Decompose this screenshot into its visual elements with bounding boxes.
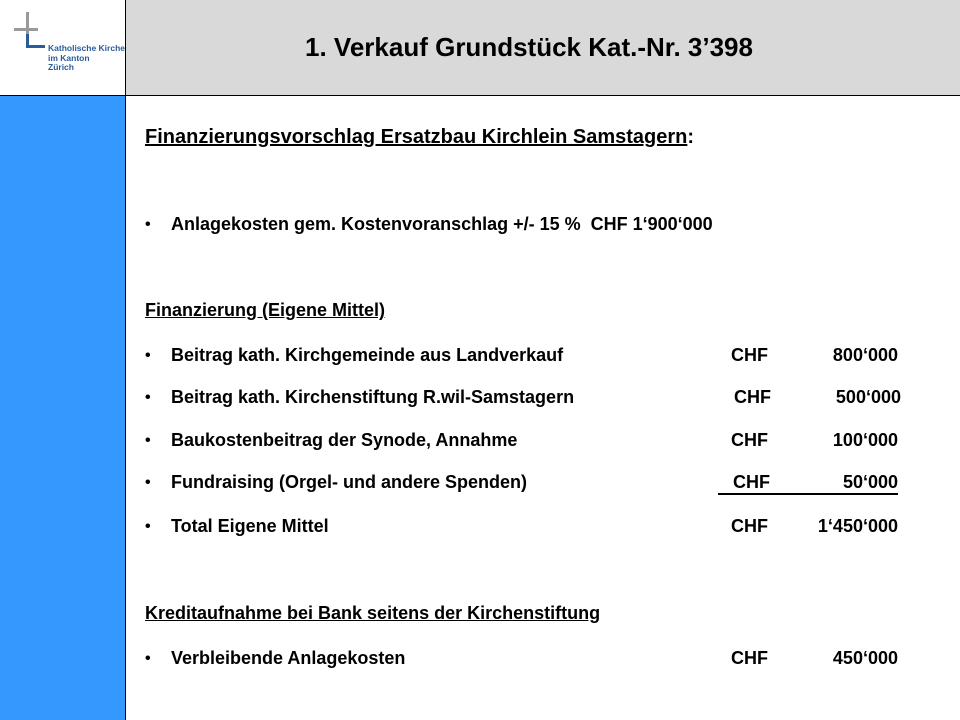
finanz-row-label: Beitrag kath. Kirchgemeinde aus Landverkauf [171,345,564,365]
kredit-label: Verbleibende Anlagekosten [171,648,406,668]
bullet-icon: • [145,518,151,535]
kredit-amount: 450‘000 [832,648,898,668]
finanz-row-currency: CHF [733,472,770,492]
finanz-row-currency: CHF [731,430,768,450]
finanz-row-amount: 50‘000 [842,472,898,492]
bullet-icon: • [145,650,151,667]
finanz-total-currency: CHF [731,516,768,536]
bullet-icon: • [145,389,151,406]
finanz-row-currency: CHF [734,387,771,407]
logo-line-1: Katholische Kirche [48,43,125,53]
anlage-text: Anlagekosten gem. Kostenvoranschlag +/- 15 % CHF 1‘900‘000 [171,214,713,234]
finanz-row-currency: CHF [731,345,768,365]
subtotal-underline [718,493,898,495]
bullet-icon: • [145,432,151,449]
finanz-row-amount: 800‘000 [832,345,898,365]
logo-line-3: Zürich [48,62,74,72]
logo-line-2: im Kanton [48,52,90,63]
finanz-row-amount: 500‘000 [835,387,901,407]
page-title: 1. Verkauf Grundstück Kat.-Nr. 3’398 [305,32,753,62]
finanz-row-amount: 100‘000 [832,430,898,450]
finanz-total-amount: 1‘450‘000 [817,516,898,536]
kredit-title: Kreditaufnahme bei Bank seitens der Kirchenstiftung [145,603,601,623]
finanz-row-label: Fundraising (Orgel- und andere Spenden) [171,472,528,492]
kredit-currency: CHF [731,648,768,668]
bullet-icon: • [145,216,151,233]
bullet-icon: • [145,347,151,364]
finanz-row-label: Beitrag kath. Kirchenstiftung R.wil-Samstagern [171,387,575,407]
finanz-total-label: Total Eigene Mittel [171,516,329,536]
finanzierung-title: Finanzierung (Eigene Mittel) [145,300,386,320]
section-heading-text: Finanzierungsvorschlag Ersatzbau Kirchlein Samstagern [145,126,688,148]
section-heading-colon: : [687,126,695,148]
section-heading [145,126,694,149]
bullet-icon: • [145,474,151,491]
finanz-row-label: Baukostenbeitrag der Synode, Annahme [171,430,518,450]
